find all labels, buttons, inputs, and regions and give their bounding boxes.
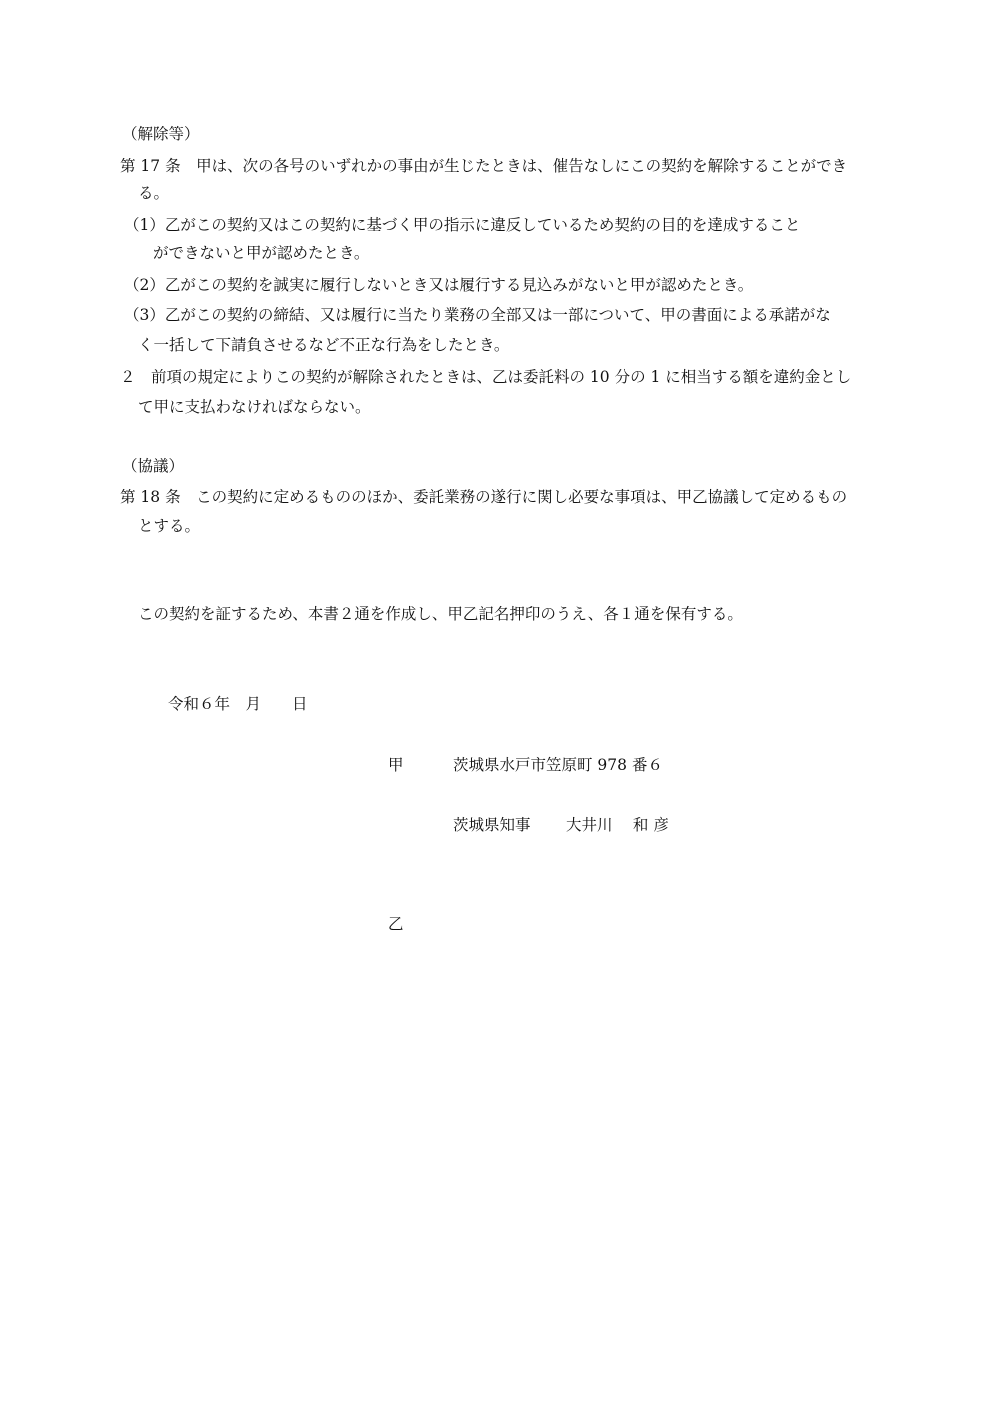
- article-17-item-1-cont: ができないと甲が認めたとき。: [153, 244, 370, 262]
- party-a-title: 茨城県知事: [453, 816, 531, 834]
- article-17-text-cont: る。: [138, 184, 170, 202]
- section-17-heading: （解除等）: [122, 125, 200, 143]
- party-b-label: 乙: [388, 915, 404, 933]
- closing-statement: この契約を証するため、本書２通を作成し、甲乙記名押印のうえ、各１通を保有する。: [138, 605, 743, 623]
- article-17-item-3-cont: く一括して下請負させるなど不正な行為をしたとき。: [138, 336, 510, 354]
- article-17-item-2: （2）乙がこの契約を誠実に履行しないとき又は履行する見込みがないと甲が認めたとき。: [124, 276, 754, 294]
- article-17-item-1: （1）乙がこの契約又はこの契約に基づく甲の指示に違反しているため契約の目的を達成すること: [124, 216, 801, 234]
- article-17-paragraph-2: ２ 前項の規定によりこの契約が解除されたときは、乙は委託料の 10 分の 1 に相当する額を違約金とし: [120, 368, 852, 386]
- party-a-label: 甲: [388, 756, 404, 774]
- article-17-text: 第 17 条 甲は、次の各号のいずれかの事由が生じたときは、催告なしにこの契約を解除することができ: [120, 157, 848, 175]
- article-17-paragraph-2-cont: て甲に支払わなければならない。: [138, 398, 371, 416]
- party-a-address: 茨城県水戸市笠原町 978 番６: [453, 756, 663, 774]
- article-17-item-3: （3）乙がこの契約の締結、又は履行に当たり業務の全部又は一部について、甲の書面による承諾がな: [124, 306, 831, 324]
- article-18-text: 第 18 条 この契約に定めるもののほか、委託業務の遂行に関し必要な事項は、甲乙協議して定めるもの: [120, 488, 848, 506]
- section-18-heading: （協議）: [122, 457, 185, 475]
- contract-date: 令和６年 月 日: [168, 695, 308, 713]
- article-18-text-cont: とする。: [138, 517, 201, 535]
- party-a-name: 大井川 和 彦: [566, 816, 669, 834]
